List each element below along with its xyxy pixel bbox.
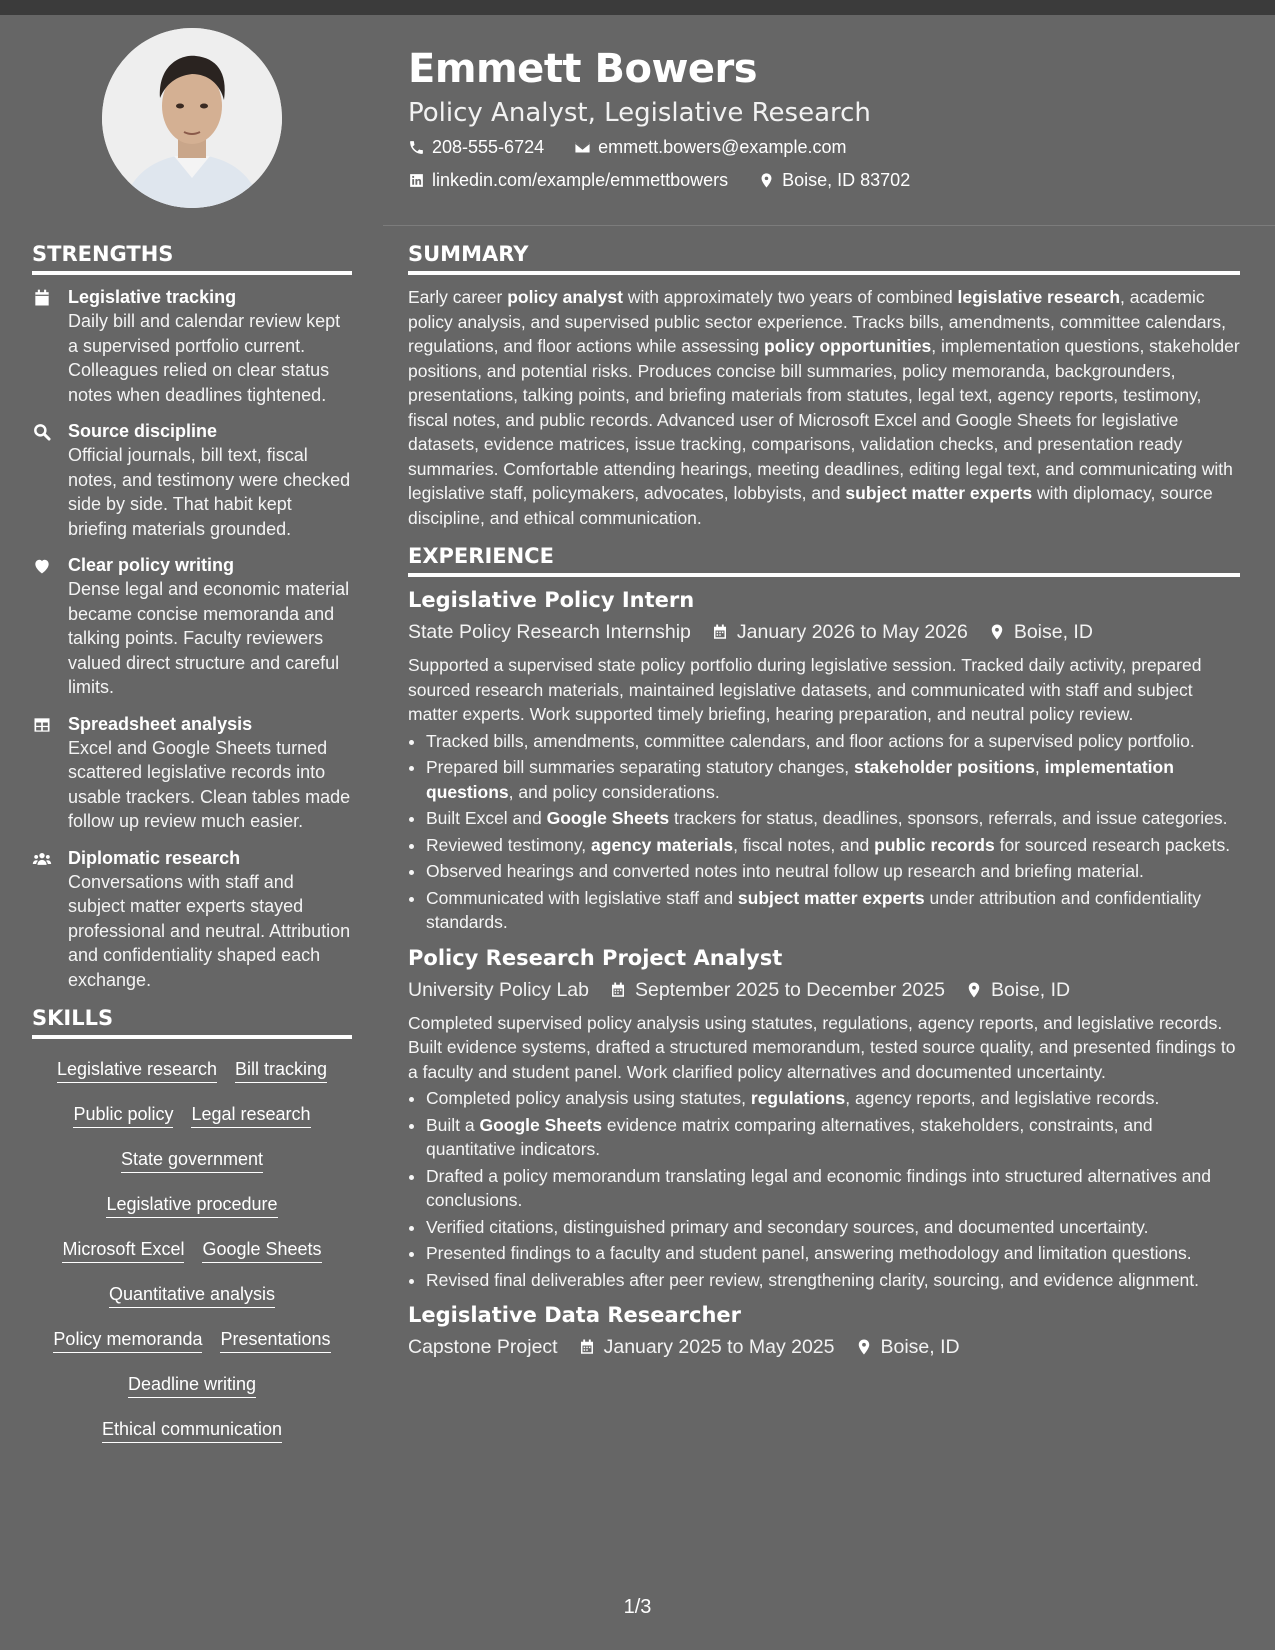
skill-tag: Bill tracking: [235, 1058, 327, 1083]
job-title: Policy Research Project Analyst: [408, 945, 783, 970]
job-entry: [408, 585, 1240, 935]
strength-description: Official journals, bill text, fiscal notes, and testimony were checked side by side. That habit kept briefing materials grounded.: [68, 445, 351, 539]
calendar-icon: [711, 623, 729, 641]
bold-keyword: stakeholder positions: [854, 757, 1035, 777]
job-location: Boise, ID: [880, 1336, 960, 1358]
calendar-icon: [578, 1338, 596, 1356]
job-meta: [408, 1332, 1240, 1362]
skill-tag: Legal research: [191, 1103, 310, 1128]
contact-row-2: [408, 165, 1228, 196]
strength-item: [32, 846, 352, 993]
strength-item: [32, 419, 352, 541]
job-bullet: • Completed policy analysis using statutes, regulations, agency reports, and legislative records.: [426, 1086, 1240, 1111]
skills-heading: SKILLS: [32, 1004, 352, 1039]
job-organization: University Policy Lab: [408, 978, 589, 1001]
strength-description: Conversations with staff and subject matter experts stayed professional and neutral. Attribution and confidentiality shaped each exchange.: [68, 871, 351, 990]
strength-title: Source discipline: [68, 421, 218, 441]
calendar-icon: [609, 981, 627, 999]
left-column: [32, 240, 352, 1452]
page-number: 1/3: [623, 1596, 652, 1618]
calendar-icon: [32, 285, 56, 407]
bold-keyword: public records: [874, 834, 995, 855]
skill-tag: Public policy: [73, 1103, 173, 1128]
job-location: Boise, ID: [1013, 621, 1093, 643]
job-bullet: • Presented findings to a faculty and student panel, answering methodology and limitation questions.: [426, 1241, 1240, 1266]
job-bullet: • Communicated with legislative staff and subject matter experts under attribution and confidentiality standards.: [426, 886, 1240, 935]
map-pin-icon: [855, 1338, 873, 1356]
linkedin-icon: [408, 172, 426, 190]
strength-description: Excel and Google Sheets turned scattered legislative records into usable trackers. Clean tables made follow up review much easier.: [68, 737, 351, 831]
skill-tag: State government: [121, 1148, 263, 1173]
job-dates: January 2026 to May 2026: [736, 621, 968, 643]
job-title: Legislative Policy Intern: [408, 588, 695, 612]
skill-row: [32, 1407, 352, 1452]
header-divider: [383, 225, 1275, 226]
job-description: Supported a supervised state policy portfolio during legislative session. Tracked daily activity, prepared sourced research materials, maintained legislative datasets, and communicated with staff and subject matter experts. Work supported timely briefing, hearing preparation, and neutral policy review.: [408, 655, 1202, 724]
map-pin-icon: [988, 623, 1006, 641]
job-bullet: • Prepared bill summaries separating statutory changes, stakeholder positions, implementation questions, and policy considerations.: [426, 755, 1240, 804]
job-entry: [408, 943, 1240, 1293]
job-bullet: • Built a Google Sheets evidence matrix comparing alternatives, stakeholders, constraints, and quantitative indicators.: [426, 1113, 1240, 1162]
linkedin-url[interactable]: linkedin.com/example/emmettbowers: [432, 170, 729, 190]
job-title: Legislative Data Researcher: [408, 1303, 742, 1327]
job-meta: [408, 975, 1240, 1005]
map-pin-icon: [758, 172, 776, 190]
strength-item: [32, 285, 352, 407]
users-icon: [32, 846, 56, 993]
search-icon: [32, 419, 56, 541]
map-pin-icon: [965, 981, 983, 999]
resume-header: [408, 40, 1228, 196]
job-bullets: [408, 729, 1240, 935]
job-location: Boise, ID: [991, 978, 1071, 1001]
bold-keyword: subject matter experts: [737, 887, 925, 908]
strengths-list: [32, 285, 352, 992]
bold-keyword: policy opportunities: [764, 336, 932, 356]
right-column: [408, 240, 1240, 1362]
strength-item: [32, 553, 352, 700]
bold-keyword: legislative research: [957, 287, 1121, 307]
heart-icon: [32, 553, 56, 700]
top-bar: [0, 0, 1275, 15]
job-organization: State Policy Research Internship: [408, 621, 691, 643]
strength-item: [32, 712, 352, 834]
contact-row-1: [408, 132, 1228, 163]
skill-tag: Quantitative analysis: [109, 1283, 275, 1308]
job-dates: January 2025 to May 2025: [603, 1336, 835, 1358]
strength-description: Dense legal and economic material became concise memoranda and talking points. Faculty reviewers valued direct structure and careful limits.: [68, 579, 350, 697]
job-meta: [408, 617, 1240, 647]
job-dates: September 2025 to December 2025: [634, 978, 946, 1001]
job-bullet: • Reviewed testimony, agency materials, fiscal notes, and public records for sourced research packets.: [426, 833, 1240, 858]
skill-row: [32, 1092, 352, 1137]
bold-keyword: Google Sheets: [546, 808, 670, 828]
phone-number[interactable]: 208-555-6724: [432, 137, 545, 157]
skills-list: [32, 1047, 352, 1452]
skill-row: [32, 1182, 352, 1227]
skill-row: [32, 1272, 352, 1317]
skill-row: [32, 1362, 352, 1407]
email-address[interactable]: emmett.bowers@example.com: [598, 137, 847, 157]
job-entry: [408, 1300, 1240, 1362]
candidate-name: Emmett Bowers: [408, 46, 758, 92]
job-bullet: • Verified citations, distinguished primary and secondary sources, and documented uncertainty.: [426, 1215, 1240, 1240]
table-icon: [32, 712, 56, 834]
strength-title: Legislative tracking: [68, 287, 237, 307]
skill-tag: Policy memoranda: [53, 1328, 202, 1353]
skill-tag: Presentations: [220, 1328, 330, 1353]
strengths-heading: STRENGTHS: [32, 240, 352, 275]
skill-row: [32, 1047, 352, 1092]
job-bullet: • Observed hearings and converted notes into neutral follow up research and briefing material.: [426, 859, 1240, 884]
job-description: Completed supervised policy analysis using statutes, regulations, agency reports, and legislative records. Built evidence systems, drafted a structured memorandum, tested source quality, and presented findings to a faculty and student panel. Work clarified policy alternatives and documented uncertainty.: [408, 1012, 1236, 1082]
job-bullet: • Built Excel and Google Sheets trackers for status, deadlines, sponsors, referrals, and issue categories.: [426, 806, 1240, 831]
bold-keyword: implementation questions: [426, 757, 1174, 802]
envelope-icon: [574, 139, 592, 157]
job-bullet: • Revised final deliverables after peer review, strengthening clarity, sourcing, and evidence alignment.: [426, 1268, 1240, 1293]
summary-heading: SUMMARY: [408, 240, 1240, 275]
skill-tag: Legislative research: [57, 1058, 217, 1083]
strength-title: Diplomatic research: [68, 847, 241, 868]
job-bullet: • Tracked bills, amendments, committee calendars, and floor actions for a supervised policy portfolio.: [426, 729, 1240, 754]
skill-tag: Ethical communication: [102, 1418, 282, 1443]
skill-tag: Microsoft Excel: [62, 1238, 184, 1263]
strength-description: Daily bill and calendar review kept a supervised portfolio current. Colleagues relied on clear status notes when deadlines tightened.: [68, 311, 341, 405]
skill-tag: Legislative procedure: [106, 1193, 277, 1218]
bold-keyword: regulations: [750, 1088, 846, 1108]
profile-photo: [102, 28, 282, 208]
bold-keyword: subject matter experts: [845, 483, 1033, 503]
phone-icon: [408, 139, 426, 157]
job-bullets: [408, 1086, 1240, 1292]
job-bullet: • Drafted a policy memorandum translating legal and economic findings into structured alternatives and conclusions.: [426, 1164, 1240, 1213]
skill-row: [32, 1137, 352, 1182]
job-organization: Capstone Project: [408, 1336, 558, 1358]
skill-row: [32, 1227, 352, 1272]
experience-heading: EXPERIENCE: [408, 542, 1240, 577]
skill-tag: Deadline writing: [128, 1373, 256, 1398]
bold-keyword: Google Sheets: [479, 1114, 603, 1135]
profile-photo-illustration: [102, 28, 282, 208]
location: Boise, ID 83702: [782, 170, 911, 190]
skill-row: [32, 1317, 352, 1362]
bold-keyword: policy analyst: [507, 287, 623, 307]
candidate-title: Policy Analyst, Legislative Research: [408, 98, 871, 128]
bold-keyword: agency materials: [591, 834, 734, 855]
skill-tag: Google Sheets: [202, 1238, 321, 1263]
summary-paragraph: Early career policy analyst with approximately two years of combined legislative research, academic policy analysis, and supervised public sector experience. Tracks bills, amendments, committee calendars, regulations, and floor actions while assessing policy opportunities, implementation questions, stakeholder positions, and potential risks. Produces concise bill summaries, policy memoranda, backgrounders, presentations, talking points, and briefing materials from statutes, legal text, agency reports, testimony, fiscal notes, and public records. Advanced user of Microsoft Excel and Google Sheets for legislative datasets, evidence matrices, issue tracking, comparisons, validation checks, and presentation ready summaries. Comfortable attending hearings, meeting deadlines, editing legal text, and communicating with legislative staff, policymakers, advocates, lobbyists, and subject matter experts with diplomacy, source discipline, and ethical communication.: [408, 287, 1240, 528]
strength-title: Clear policy writing: [68, 555, 235, 575]
strength-title: Spreadsheet analysis: [68, 713, 253, 734]
